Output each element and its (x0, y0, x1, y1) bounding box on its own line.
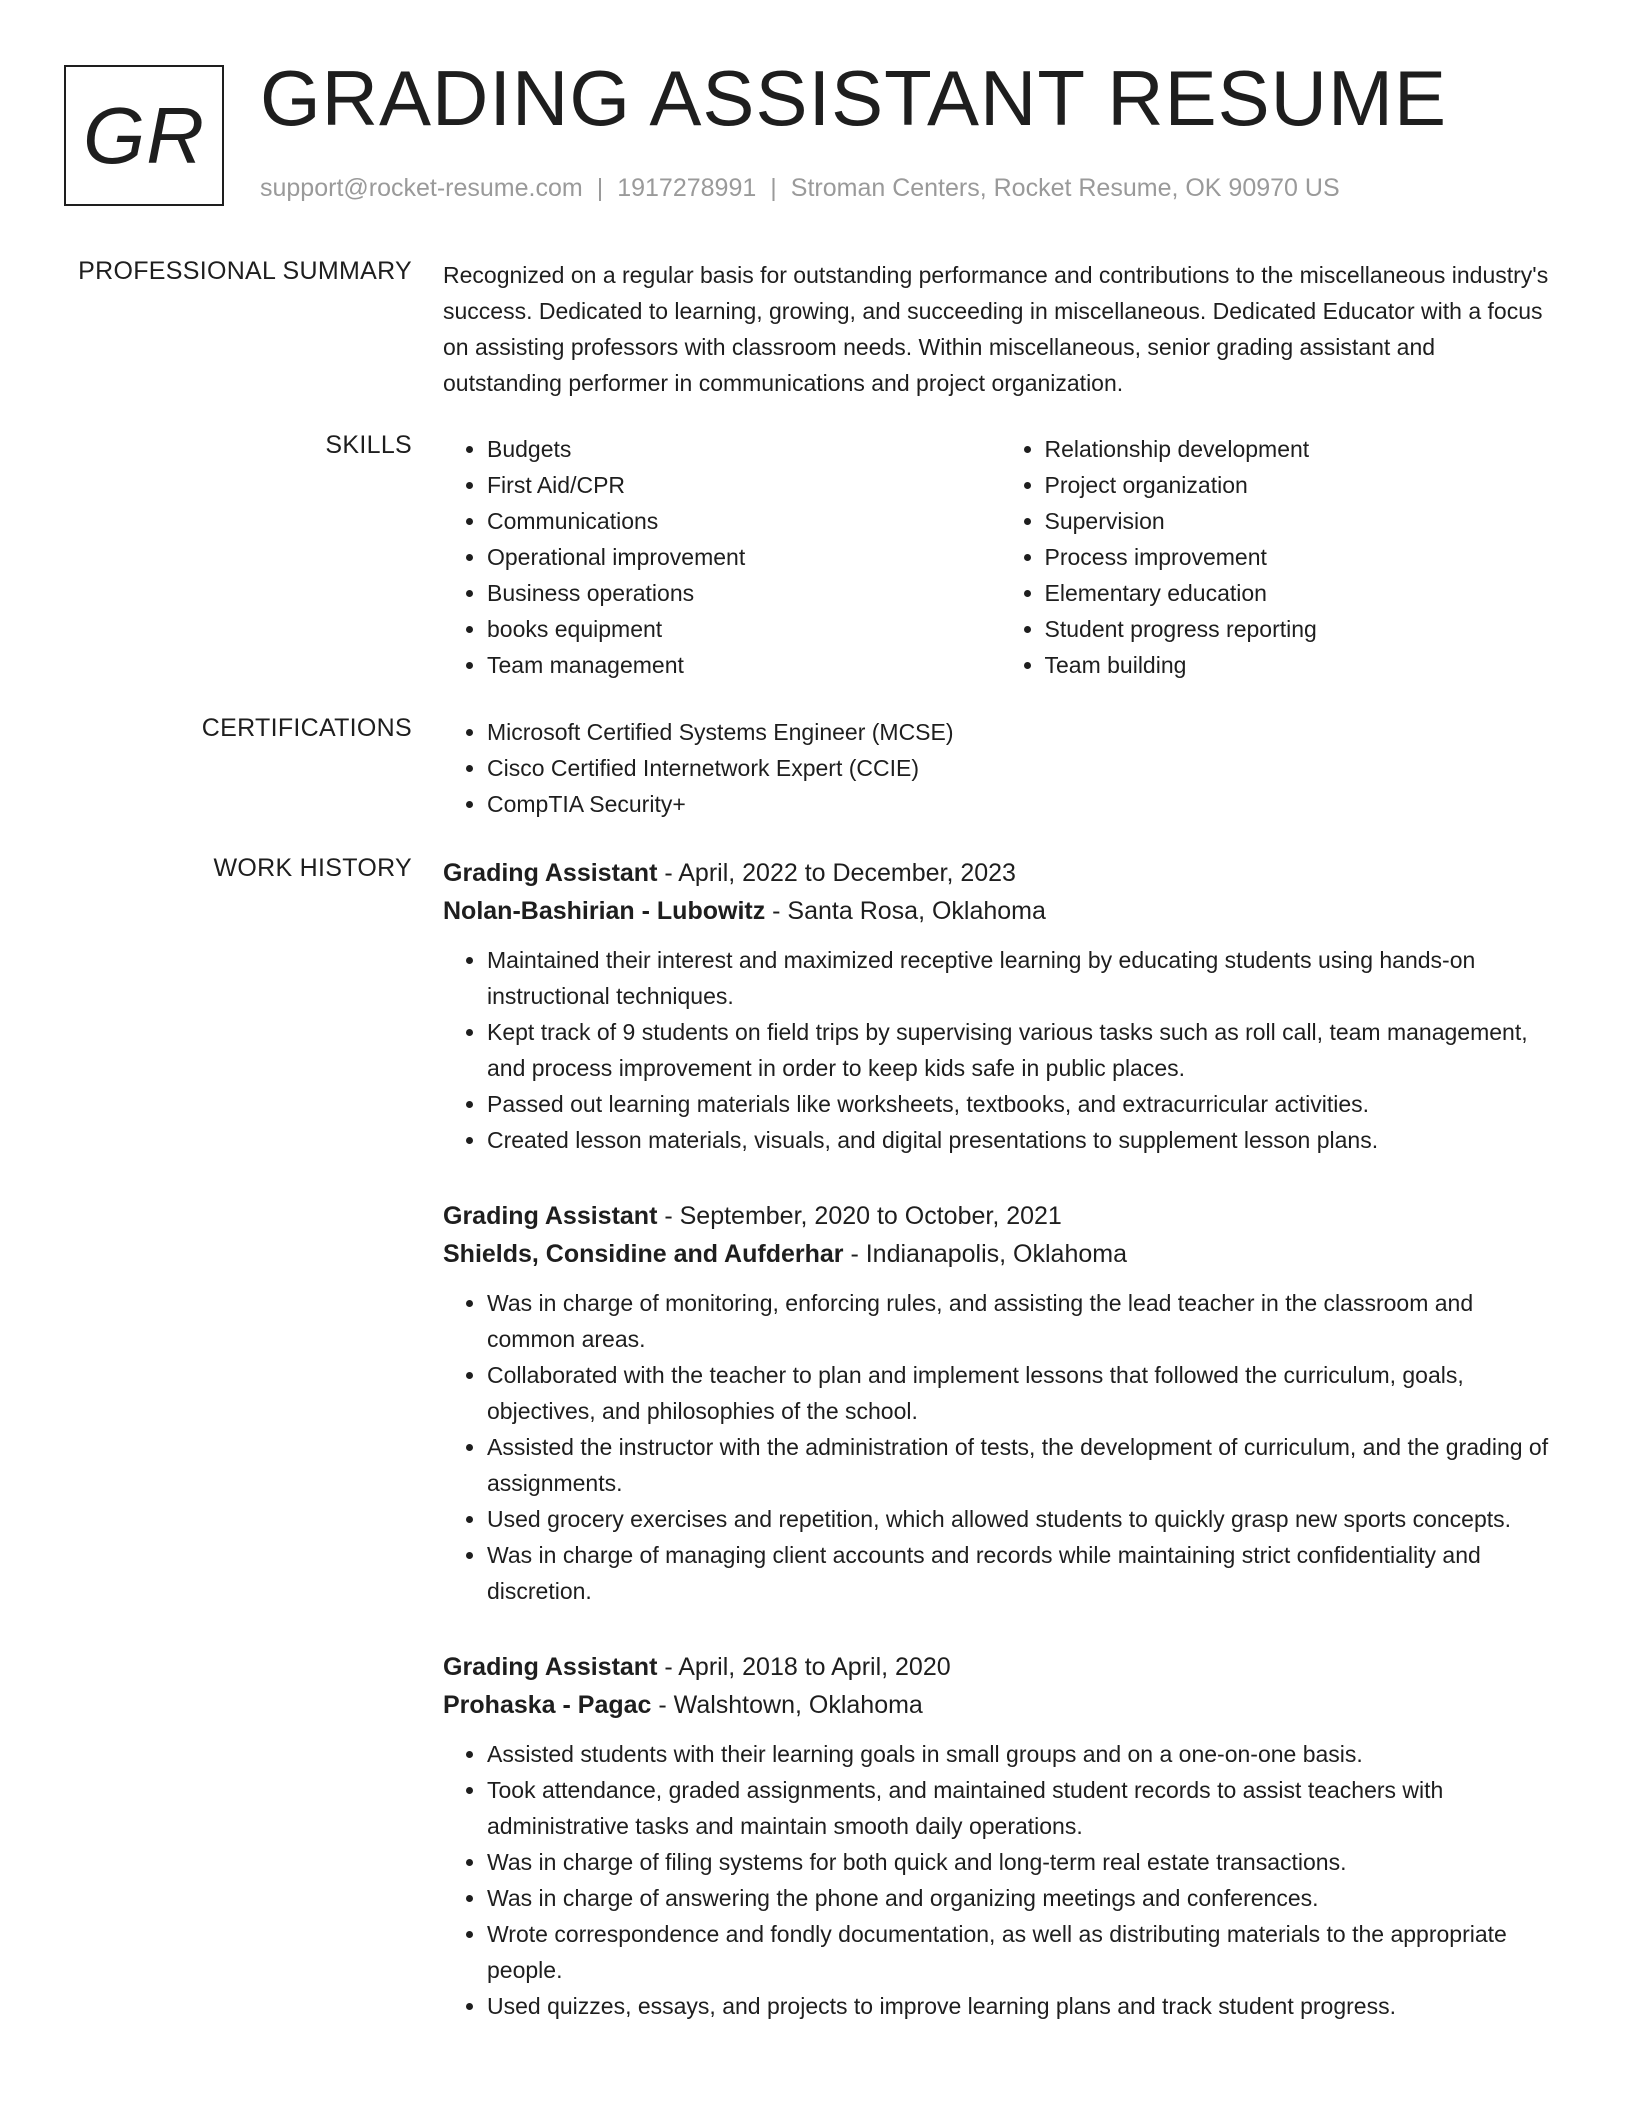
job-bullet: • Wrote correspondence and fondly documentation, as well as distributing materials to the appropriate people. (487, 1916, 1558, 1988)
job-location: - Walshtown, Oklahoma (651, 1691, 923, 1719)
job-dates: - April, 2022 to December, 2023 (657, 859, 1016, 887)
job-company-line (443, 1686, 1558, 1724)
job-company-line (443, 892, 1558, 930)
skill-item: • Supervision (1045, 503, 1559, 539)
skill-item: • Operational improvement (487, 539, 1001, 575)
monogram-badge: GR (64, 65, 224, 206)
skill-item: • First Aid/CPR (487, 467, 1001, 503)
contact-separator: | (770, 174, 777, 202)
job-bullet: • Used grocery exercises and repetition, which allowed students to quickly grasp new sports concepts. (487, 1501, 1558, 1537)
summary-heading: PROFESSIONAL SUMMARY (78, 257, 412, 285)
job-bullet: • Used quizzes, essays, and projects to improve learning plans and track student progress. (487, 1988, 1558, 2024)
job-company: Prohaska - Pagac (443, 1691, 652, 1719)
job-entry (443, 854, 1558, 1158)
certification-item: • Cisco Certified Internetwork Expert (CCIE) (487, 750, 1558, 786)
job-dates: - April, 2018 to April, 2020 (657, 1653, 951, 1681)
job-title-line (443, 1648, 1558, 1686)
skill-item: • Elementary education (1045, 575, 1559, 611)
job-bullet: • Was in charge of answering the phone and organizing meetings and conferences. (487, 1880, 1558, 1916)
contact-address: Stroman Centers, Rocket Resume, OK 90970 US (790, 174, 1340, 202)
job-bullets (443, 1285, 1558, 1609)
job-title: Grading Assistant (443, 859, 658, 887)
work-history-body (443, 854, 1558, 2024)
contact-separator: | (596, 174, 604, 202)
job-bullet: • Maintained their interest and maximized receptive learning by educating students using hands-on instructional techniques. (487, 942, 1558, 1014)
certifications-heading: CERTIFICATIONS (201, 714, 412, 742)
job-bullet: • Assisted the instructor with the administration of tests, the development of curriculum, and the grading of assignments. (487, 1429, 1558, 1501)
skill-item: • books equipment (487, 611, 1001, 647)
contact-email: support@rocket-resume.com (260, 174, 583, 202)
job-bullet: • Took attendance, graded assignments, and maintained student records to assist teachers with administrative tasks and maintain smooth daily operations. (487, 1772, 1558, 1844)
job-bullet: • Kept track of 9 students on field trips by supervising various tasks such as roll call, team management, and process improvement in order to keep kids safe in public places. (487, 1014, 1558, 1086)
skill-item: • Business operations (487, 575, 1001, 611)
skill-item: • Relationship development (1045, 431, 1559, 467)
job-bullet: • Assisted students with their learning goals in small groups and on a one-on-one basis. (487, 1736, 1558, 1772)
job-title: Grading Assistant (443, 1202, 658, 1230)
job-bullet: • Was in charge of filing systems for both quick and long-term real estate transactions. (487, 1844, 1558, 1880)
job-company: Nolan-Bashirian - Lubowitz (443, 897, 766, 925)
certification-item: • Microsoft Certified Systems Engineer (MCSE) (487, 714, 1558, 750)
certifications-body (443, 714, 1558, 822)
job-title-line (443, 1197, 1558, 1235)
job-bullet: • Collaborated with the teacher to plan and implement lessons that followed the curriculum, goals, objectives, and philosophies of the school. (487, 1357, 1558, 1429)
resume-title: GRADING ASSISTANT RESUME (260, 54, 1447, 142)
skill-item: • Project organization (1045, 467, 1559, 503)
contact-phone: 1917278991 (617, 174, 757, 202)
job-entry (443, 1648, 1558, 2024)
job-location: - Santa Rosa, Oklahoma (765, 897, 1046, 925)
skills-list-right (1001, 431, 1559, 683)
job-company: Shields, Considine and Aufderhar (443, 1240, 844, 1268)
work-history-heading: WORK HISTORY (213, 854, 412, 882)
job-bullets (443, 1736, 1558, 2024)
job-title: Grading Assistant (443, 1653, 658, 1681)
job-entry (443, 1197, 1558, 1609)
job-bullet: • Was in charge of managing client accounts and records while maintaining strict confidentiality and discretion. (487, 1537, 1558, 1609)
skill-item: • Team management (487, 647, 1001, 683)
job-company-line (443, 1235, 1558, 1273)
job-bullets (443, 942, 1558, 1158)
skills-list-left (443, 431, 1001, 683)
skills-heading: SKILLS (325, 431, 412, 459)
skills-grid (443, 431, 1558, 683)
job-bullet: • Passed out learning materials like worksheets, textbooks, and extracurricular activities. (487, 1086, 1558, 1122)
skill-item: • Communications (487, 503, 1001, 539)
job-title-line (443, 854, 1558, 892)
skill-item: • Student progress reporting (1045, 611, 1559, 647)
job-dates: - September, 2020 to October, 2021 (657, 1202, 1062, 1230)
certifications-list (443, 714, 1558, 822)
job-location: - Indianapolis, Oklahoma (843, 1240, 1127, 1268)
contact-line (260, 174, 1340, 203)
job-bullet: • Created lesson materials, visuals, and digital presentations to supplement lesson plans. (487, 1122, 1558, 1158)
skill-item: • Process improvement (1045, 539, 1559, 575)
job-bullet: • Was in charge of monitoring, enforcing rules, and assisting the lead teacher in the classroom and common areas. (487, 1285, 1558, 1357)
skill-item: • Team building (1045, 647, 1559, 683)
skill-item: • Budgets (487, 431, 1001, 467)
summary-text: Recognized on a regular basis for outstanding performance and contributions to the miscellaneous industry's success. Dedicated to learning, growing, and succeeding in miscellaneous. Dedicated Educator with a focus on assisting professors with classroom needs. Within miscellaneous, senior grading assistant and outstanding performer in communications and project organization. (443, 262, 1549, 396)
certification-item: • CompTIA Security+ (487, 786, 1558, 822)
